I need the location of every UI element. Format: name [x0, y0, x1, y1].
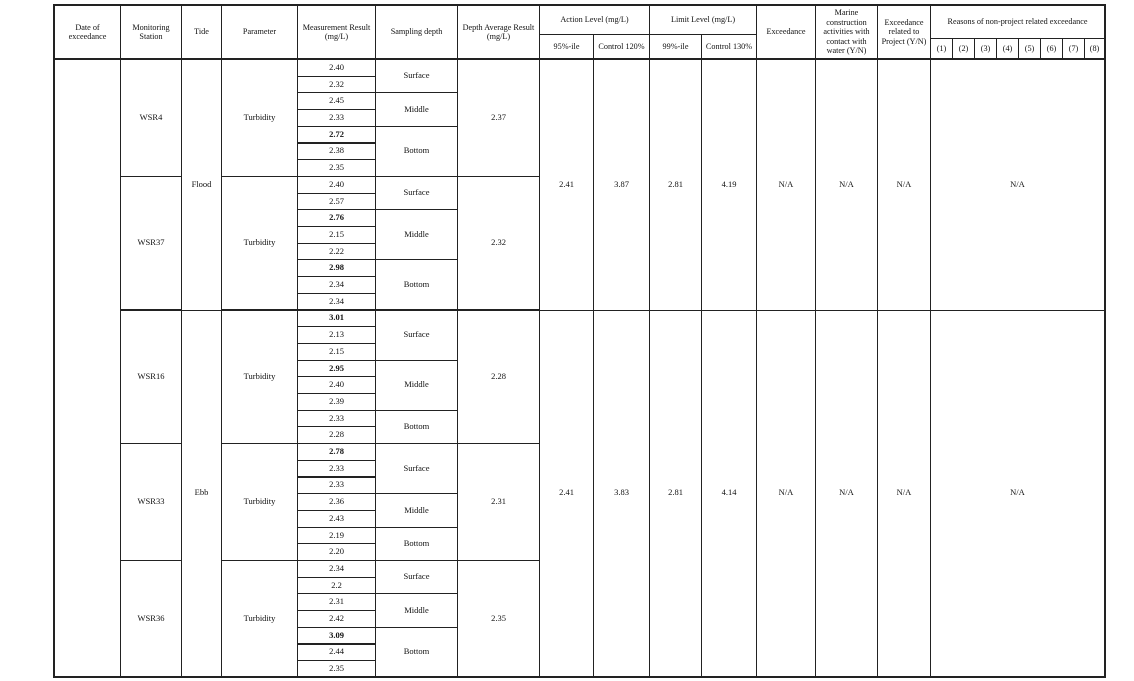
measurement-result-cell: 2.35 [297, 660, 376, 678]
action-level-95-cell: 2.41 [539, 59, 594, 311]
monitoring-station-cell: WSR36 [120, 560, 182, 678]
header-action-95: 95%-ile [539, 34, 594, 60]
header-tide: Tide [181, 4, 222, 60]
header-limit-level: Limit Level (mg/L) [649, 4, 757, 35]
measurement-result-cell: 2.34 [297, 560, 376, 578]
limit-level-control-cell: 4.19 [701, 59, 757, 311]
measurement-result-cell: 2.15 [297, 343, 376, 361]
sampling-depth-cell: Bottom [375, 259, 458, 310]
measurement-result-cell: 2.13 [297, 326, 376, 344]
header-reason-col: (4) [996, 38, 1019, 60]
measurement-result-cell: 2.44 [297, 644, 376, 662]
monitoring-station-cell: WSR16 [120, 310, 182, 445]
marine-construction-cell: N/A [815, 310, 878, 678]
sampling-depth-cell: Surface [375, 176, 458, 210]
measurement-result-cell: 2.31 [297, 593, 376, 611]
parameter-cell: Turbidity [221, 560, 298, 678]
measurement-result-cell: 2.36 [297, 493, 376, 511]
measurement-result-cell: 2.72 [297, 126, 376, 144]
header-related-to-project: Exceedance related to Project (Y/N) [877, 4, 931, 60]
measurement-result-cell: 2.15 [297, 226, 376, 244]
reasons-cell: N/A [930, 310, 1106, 678]
limit-level-99-cell: 2.81 [649, 310, 702, 678]
header-action-level: Action Level (mg/L) [539, 4, 650, 35]
measurement-result-cell: 2.28 [297, 426, 376, 444]
limit-level-control-cell: 4.14 [701, 310, 757, 678]
action-level-control-cell: 3.83 [593, 310, 650, 678]
depth-average-cell: 2.32 [457, 176, 540, 311]
tide-cell: Ebb [181, 310, 222, 678]
header-result: Measurement Result (mg/L) [297, 4, 376, 60]
action-level-control-cell: 3.87 [593, 59, 650, 311]
measurement-result-cell: 2.38 [297, 143, 376, 161]
measurement-result-cell: 2.43 [297, 510, 376, 528]
action-level-95-cell: 2.41 [539, 310, 594, 678]
header-reason-col: (5) [1018, 38, 1041, 60]
measurement-result-cell: 2.57 [297, 193, 376, 211]
measurement-result-cell: 2.76 [297, 209, 376, 227]
measurement-result-cell: 2.22 [297, 243, 376, 261]
header-reason-col: (8) [1084, 38, 1106, 60]
header-reason-col: (3) [974, 38, 997, 60]
sampling-depth-cell: Bottom [375, 527, 458, 561]
monitoring-station-cell: WSR4 [120, 59, 182, 177]
header-depth-average: Depth Average Result (mg/L) [457, 4, 540, 60]
header-limit-control: Control 130% [701, 34, 757, 60]
measurement-result-cell: 2.20 [297, 543, 376, 561]
depth-average-cell: 2.35 [457, 560, 540, 678]
header-limit-99: 99%-ile [649, 34, 702, 60]
sampling-depth-cell: Bottom [375, 126, 458, 177]
measurement-result-cell: 2.33 [297, 109, 376, 127]
measurement-result-cell: 2.19 [297, 527, 376, 545]
measurement-result-cell: 2.34 [297, 293, 376, 311]
header-marine-construction: Marine construction activities with contact with water (Y/N) [815, 4, 878, 60]
sampling-depth-cell: Surface [375, 443, 458, 494]
monitoring-station-cell: WSR33 [120, 443, 182, 561]
header-station: Monitoring Station [120, 4, 182, 60]
measurement-result-cell: 2.33 [297, 460, 376, 478]
measurement-result-cell: 2.40 [297, 376, 376, 394]
measurement-result-cell: 2.39 [297, 393, 376, 411]
sampling-depth-cell: Bottom [375, 410, 458, 444]
header-date: Date of exceedance [53, 4, 121, 60]
header-depth: Sampling depth [375, 4, 458, 60]
monitoring-station-cell: WSR37 [120, 176, 182, 311]
sampling-depth-cell: Bottom [375, 627, 458, 678]
measurement-result-cell: 2.34 [297, 276, 376, 294]
header-parameter: Parameter [221, 4, 298, 60]
tide-cell: Flood [181, 59, 222, 311]
header-exceedance: Exceedance [756, 4, 816, 60]
exceedance-table [54, 5, 1106, 677]
sampling-depth-cell: Middle [375, 209, 458, 260]
measurement-result-cell: 2.40 [297, 59, 376, 77]
sampling-depth-cell: Middle [375, 92, 458, 126]
header-reason-col: (6) [1040, 38, 1063, 60]
marine-construction-cell: N/A [815, 59, 878, 311]
sampling-depth-cell: Middle [375, 493, 458, 527]
reasons-cell: N/A [930, 59, 1106, 311]
parameter-cell: Turbidity [221, 59, 298, 177]
depth-average-cell: 2.28 [457, 310, 540, 445]
measurement-result-cell: 2.40 [297, 176, 376, 194]
header-reasons: Reasons of non-project related exceedance [930, 4, 1106, 39]
parameter-cell: Turbidity [221, 310, 298, 445]
measurement-result-cell: 2.2 [297, 577, 376, 595]
measurement-result-cell: 2.45 [297, 92, 376, 110]
sampling-depth-cell: Surface [375, 310, 458, 361]
depth-average-cell: 2.31 [457, 443, 540, 561]
exceedance-cell: N/A [756, 59, 816, 311]
date-of-exceedance-cell [53, 59, 121, 678]
header-reason-col: (2) [952, 38, 975, 60]
measurement-result-cell: 2.42 [297, 610, 376, 628]
parameter-cell: Turbidity [221, 443, 298, 561]
sampling-depth-cell: Middle [375, 360, 458, 411]
header-reason-col: (7) [1062, 38, 1085, 60]
limit-level-99-cell: 2.81 [649, 59, 702, 311]
measurement-result-cell: 2.95 [297, 360, 376, 378]
related-to-project-cell: N/A [877, 59, 931, 311]
parameter-cell: Turbidity [221, 176, 298, 311]
measurement-result-cell: 2.33 [297, 410, 376, 428]
header-reason-col: (1) [930, 38, 953, 60]
measurement-result-cell: 2.98 [297, 259, 376, 277]
measurement-result-cell: 2.33 [297, 477, 376, 495]
measurement-result-cell: 2.32 [297, 76, 376, 94]
related-to-project-cell: N/A [877, 310, 931, 678]
measurement-result-cell: 2.35 [297, 159, 376, 177]
measurement-result-cell: 2.78 [297, 443, 376, 461]
sampling-depth-cell: Middle [375, 593, 458, 627]
exceedance-cell: N/A [756, 310, 816, 678]
measurement-result-cell: 3.09 [297, 627, 376, 645]
measurement-result-cell: 3.01 [297, 310, 376, 328]
header-action-control: Control 120% [593, 34, 650, 60]
sampling-depth-cell: Surface [375, 560, 458, 594]
sampling-depth-cell: Surface [375, 59, 458, 93]
depth-average-cell: 2.37 [457, 59, 540, 177]
